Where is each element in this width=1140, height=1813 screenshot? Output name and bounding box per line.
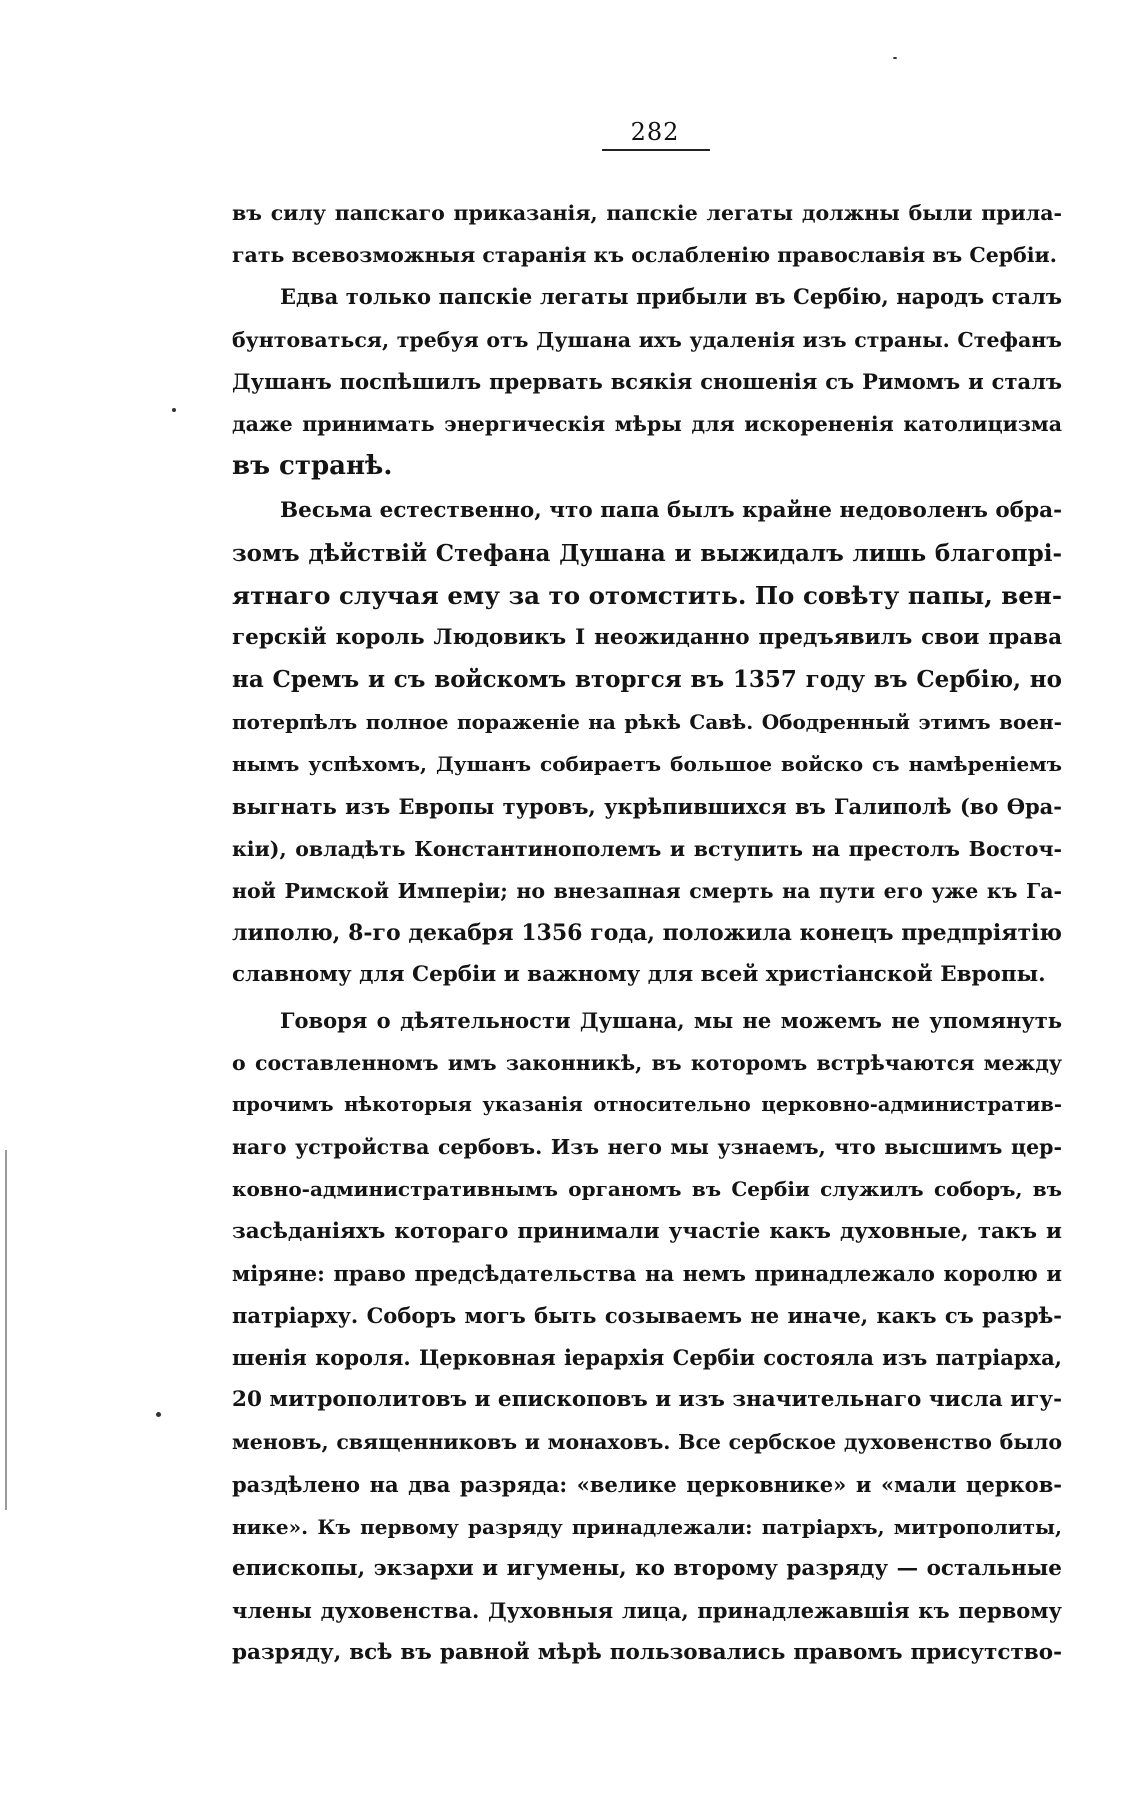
text-line: Душанъ поспѣшилъ прервать всякія сношенія съ Римомъ и сталъ — [232, 368, 1062, 394]
page-number: 282 — [630, 118, 680, 146]
text-line: славному для Сербіи и важному для всей христіанской Европы. — [232, 962, 1046, 988]
scan-speck — [156, 1412, 161, 1417]
text-line: потерпѣлъ полное пораженіе на рѣкѣ Савѣ. Ободренный этимъ воен- — [232, 710, 1062, 735]
text-line: ной Римской Имперіи; но внезапная смерть на пути его уже къ Га- — [232, 879, 1062, 903]
text-line: гать всевозможныя старанія къ ослабленію православія въ Сербіи. — [232, 243, 1057, 268]
text-line: меновъ, священниковъ и монаховъ. Все сербское духовенство было — [232, 1430, 1062, 1455]
text-line: на Сремъ и съ войскомъ вторгся въ 1357 году въ Сербію, но — [232, 666, 1062, 694]
text-line: нике». Къ первому разряду принадлежали: патріархъ, митрополиты, — [232, 1514, 1062, 1539]
paragraph-start-line: Весьма естественно, что папа былъ крайне недоволенъ обра- — [280, 498, 1062, 524]
text-line: раздѣлено на два разряда: «велике церковнике» и «мали церков- — [232, 1471, 1062, 1497]
body-text — [232, 192, 1062, 1675]
text-line: ковно-административнымъ органомъ въ Сербіи служилъ соборъ, въ — [232, 1177, 1062, 1202]
text-line: члены духовенства. Духовныя лица, принадлежавшія къ первому — [232, 1598, 1062, 1624]
text-line: міряне: право предсѣдательства на немъ принадлежало королю и — [232, 1260, 1062, 1286]
text-line: ятнаго случая ему за то отомстить. По совѣту папы, вен- — [232, 580, 1062, 610]
text-line: бунтоваться, требуя отъ Душана ихъ удаленія изъ страны. Стефанъ — [232, 327, 1062, 352]
text-line: выгнать изъ Европы туровъ, укрѣпившихся въ Галиполѣ (во Ѳра- — [232, 793, 1062, 819]
text-line: прочимъ нѣкоторыя указанія относительно церковно-административ- — [232, 1092, 1062, 1116]
text-line: кіи), овладѣть Константинополемъ и вступить на престолъ Восточ- — [232, 836, 1062, 861]
text-line: въ силу папскаго приказанія, папскіе легаты должны были прила- — [232, 201, 1062, 225]
text-line: засѣданіяхъ котораго принимали участіе какъ духовные, такъ и — [232, 1218, 1062, 1244]
text-line: о составленномъ имъ законникѣ, въ которомъ встрѣчаются между — [232, 1050, 1062, 1075]
text-line: разряду, всѣ въ равной мѣрѣ пользовались правомъ присутство- — [232, 1640, 1062, 1666]
scan-speck — [172, 408, 176, 412]
text-line: зомъ дѣйствій Стефана Душана и выжидалъ лишь благопрі- — [232, 539, 1062, 567]
text-line: въ странѣ. — [232, 451, 393, 482]
text-line: 20 митрополитовъ и епископовъ и изъ значительнаго числа игу- — [232, 1387, 1062, 1413]
paragraph-start-line: Говоря о дѣятельности Душана, мы не можемъ не упомянуть — [280, 1007, 1062, 1033]
text-line: даже принимать энергическія мѣры для искорененія католицизма — [232, 411, 1062, 436]
text-line: липолю, 8-го декабря 1356 года, положила конецъ предпріятію — [232, 920, 1062, 947]
paragraph-start-line: Едва только папскіе легаты прибыли въ Сербію, народъ сталъ — [280, 284, 1062, 310]
page-number-rule — [602, 149, 710, 151]
text-line: епископы, экзархи и игумены, ко второму разряду — остальные — [232, 1556, 1062, 1581]
text-line: герскій король Людовикъ I неожиданно предъявилъ свои права — [232, 624, 1062, 650]
text-line: наго устройства сербовъ. Изъ него мы узнаемъ, что высшимъ цер- — [232, 1135, 1062, 1160]
scan-margin-edge — [5, 1150, 7, 1510]
text-line: патріарху. Соборъ могъ быть созываемъ не иначе, какъ съ разрѣ- — [232, 1302, 1062, 1328]
text-line: нымъ успѣхомъ, Душанъ собираетъ большое войско съ намѣреніемъ — [232, 752, 1062, 777]
scan-speck — [893, 57, 897, 59]
text-line: шенія короля. Церковная іерархія Сербіи состояла изъ патріарха, — [232, 1345, 1062, 1371]
